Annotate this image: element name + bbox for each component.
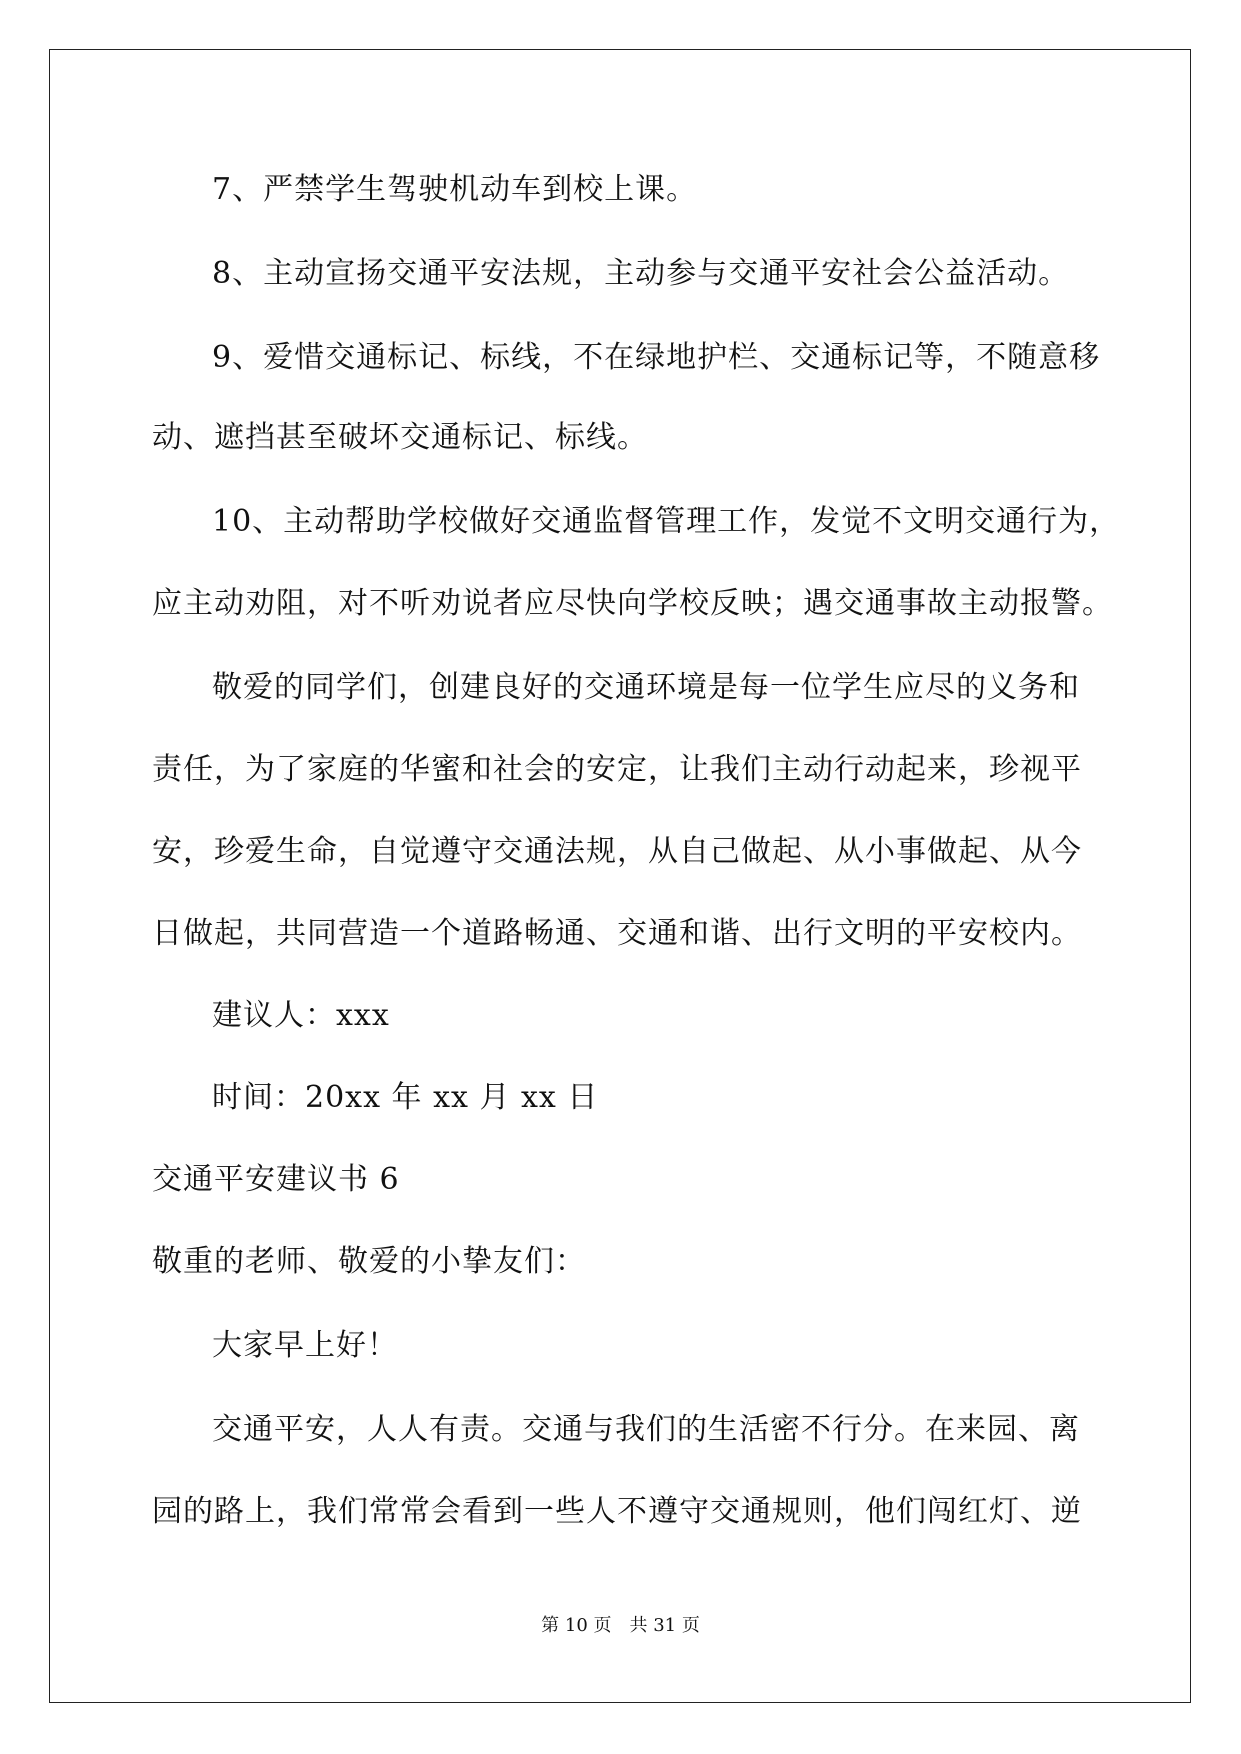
paragraph-line: 敬爱的同学们，创建良好的交通环境是每一位学生应尽的义务和 [212, 670, 1080, 705]
paragraph-line: 动、遮挡甚至破坏交通标记、标线。 [152, 420, 648, 455]
paragraph-line: 责任，为了家庭的华蜜和社会的安定，让我们主动行动起来，珍视平 [152, 752, 1082, 787]
paragraph-line: 应主动劝阻，对不听劝说者应尽快向学校反映；遇交通事故主动报警。 [152, 586, 1113, 621]
paragraph-line: 园的路上，我们常常会看到一些人不遵守交通规则，他们闯红灯、逆 [152, 1494, 1082, 1529]
paragraph-line: 9、爱惜交通标记、标线，不在绿地护栏、交通标记等，不随意移 [212, 340, 1101, 375]
proposer-line: 建议人：xxx [212, 998, 390, 1033]
paragraph-line: 日做起，共同营造一个道路畅通、交通和谐、出行文明的平安校内。 [152, 916, 1082, 951]
salutation: 敬重的老师、敬爱的小挚友们： [152, 1244, 586, 1279]
page-number-footer: 第 10 页 共 31 页 [541, 1615, 700, 1636]
section-heading: 交通平安建议书 6 [152, 1162, 400, 1197]
greeting: 大家早上好！ [212, 1328, 398, 1363]
paragraph-line: 8、主动宣扬交通平安法规，主动参与交通平安社会公益活动。 [212, 256, 1070, 291]
page-border [49, 49, 1191, 1703]
paragraph-line: 安，珍爱生命，自觉遵守交通法规，从自己做起、从小事做起、从今 [152, 834, 1082, 869]
paragraph-line: 交通平安，人人有责。交通与我们的生活密不行分。在来园、离 [212, 1412, 1080, 1447]
paragraph-line: 7、严禁学生驾驶机动车到校上课。 [212, 172, 698, 207]
paragraph-line: 10、主动帮助学校做好交通监督管理工作，发觉不文明交通行为， [212, 504, 1121, 539]
date-line: 时间：20xx 年 xx 月 xx 日 [212, 1080, 599, 1115]
